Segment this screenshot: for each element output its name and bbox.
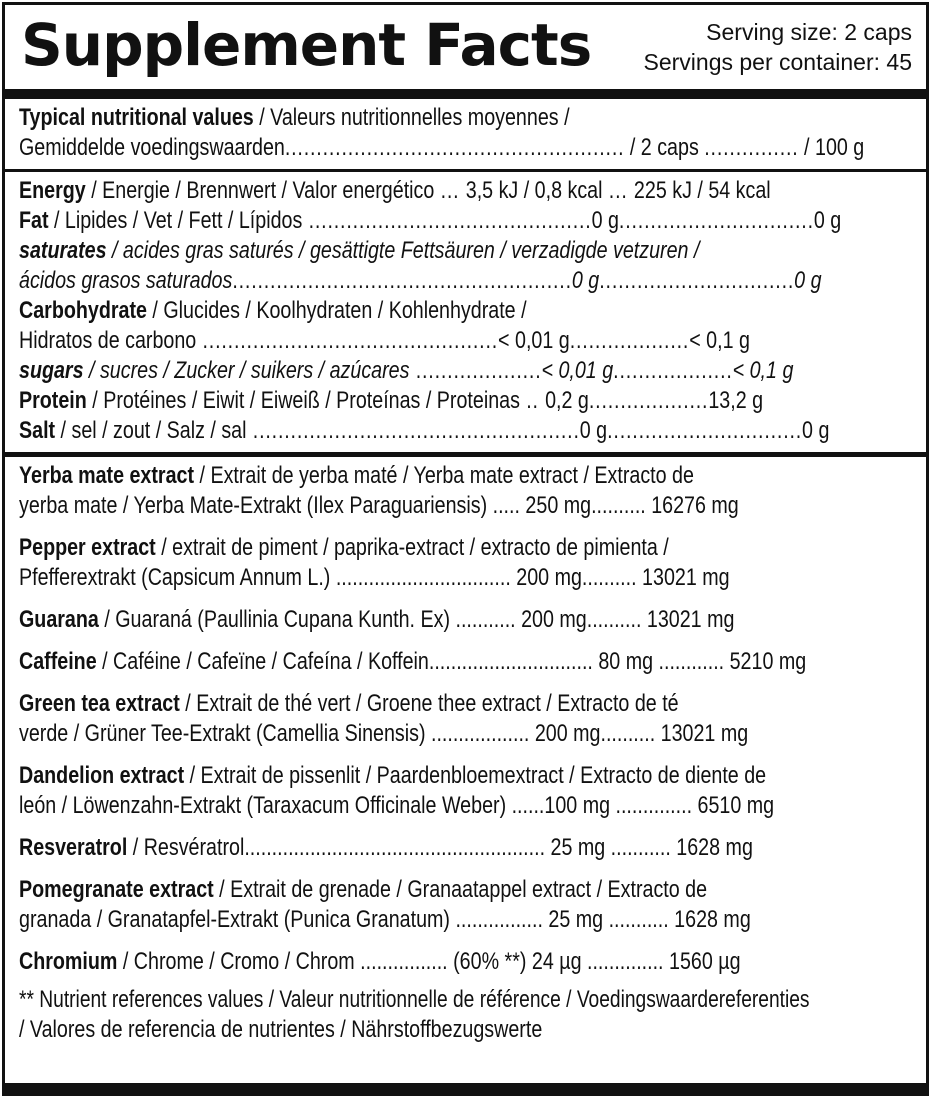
nutrient-translations: / Lipides / Vet / Fett / Lípidos	[48, 207, 303, 234]
footnote-line: / Valores de referencia de nutrientes / Nährstoffbezugswerte	[19, 1016, 543, 1043]
leader-dots: ...............................................	[196, 327, 499, 354]
ingredient-amounts: granada / Granatapfel-Extrakt (Punica Granatum) ................ 25 mg ........... 1628 mg	[19, 906, 751, 933]
ingredient-name: Resveratrol	[19, 834, 128, 861]
ingredient-name: Pomegranate extract	[19, 876, 214, 903]
page-title: Supplement Facts	[21, 11, 592, 79]
nutrient-translations: / sucres / Zucker / suikers / azúcares	[83, 357, 410, 384]
nutrient-row-sugars	[19, 356, 912, 386]
typical-heading: Typical nutritional values	[19, 104, 254, 131]
ingredient-name: Yerba mate extract	[19, 462, 195, 489]
ingredient-pomegranate	[19, 875, 912, 935]
leader-dots: ...	[434, 177, 466, 204]
ingredient-translations: / extrait de piment / paprika-extract / extracto de pimienta /	[155, 534, 669, 561]
leader-dots: ...................	[588, 387, 709, 414]
serving-size: Serving size: 2 caps	[706, 19, 912, 45]
leader-dots: ....................	[409, 357, 542, 384]
nutrient-name: Fat	[19, 207, 49, 234]
nutrient-row-energy	[19, 176, 912, 206]
servings-per-container: Servings per container: 45	[643, 49, 912, 75]
serving-info	[644, 17, 913, 77]
label-header	[5, 5, 926, 99]
ingredient-amounts: yerba mate / Yerba Mate-Extrakt (Ilex Paraguariensis) ..... 250 mg.......... 16276 mg	[19, 492, 739, 519]
nutrient-name: Salt	[19, 417, 56, 444]
ingredient-amounts: / Guaraná (Paullinia Cupana Kunth. Ex) ........... 200 mg.......... 13021 mg	[98, 606, 735, 633]
ingredient-dandelion	[19, 761, 912, 821]
nutrient-translations: / Energie / Brennwert / Valor energético	[85, 177, 435, 204]
ingredient-name: Dandelion extract	[19, 762, 185, 789]
leader-dots: ....................................................	[246, 417, 580, 444]
nutrient-name: sugars	[19, 357, 84, 384]
supplement-facts-label	[2, 2, 929, 1096]
value-per-serving: 0 g	[571, 267, 600, 294]
nutrient-row-saturates-cont	[19, 266, 912, 296]
nutrient-row-carbohydrate	[19, 296, 912, 326]
value-per-100g: 0 g	[794, 267, 822, 294]
ingredient-chromium	[19, 947, 912, 977]
ingredient-translations: / Extrait de thé vert / Groene thee extract / Extracto de té	[179, 690, 679, 717]
value-per-serving: 0,2 g	[545, 387, 589, 414]
value-per-100g: < 0,1 g	[732, 357, 794, 384]
leader-dots: ...............................	[607, 417, 803, 444]
nutrient-row-carbohydrate-cont	[19, 326, 912, 356]
ingredient-caffeine	[19, 647, 912, 677]
nutrition-section	[5, 172, 926, 457]
nutrient-name: Protein	[19, 387, 87, 414]
nutrient-row-fat	[19, 206, 912, 236]
leader-dots: ...................	[569, 327, 690, 354]
ingredient-amounts: / Caféine / Cafeïne / Cafeína / Koffein.............................. 80 mg ............ 5210 mg	[96, 648, 807, 675]
leader-dots: ......................................................	[232, 267, 572, 294]
ingredient-amounts: león / Löwenzahn-Extrakt (Taraxacum Officinale Weber) ......100 mg .............. 6510 mg	[19, 792, 775, 819]
ingredient-name: Green tea extract	[19, 690, 180, 717]
ingredient-yerba-mate	[19, 461, 912, 521]
value-per-100g: 225 kJ / 54 kcal	[633, 177, 771, 204]
nutrient-translations: ácidos grasos saturados	[19, 267, 233, 294]
bottom-border	[5, 1083, 926, 1093]
ingredient-pepper-extract	[19, 533, 912, 593]
ingredient-name: Pepper extract	[19, 534, 156, 561]
ingredient-amounts: / Resvératrol....................................................... 25 mg ........... 1628 mg	[127, 834, 753, 861]
value-per-100g: 0 g	[802, 417, 830, 444]
value-per-100g: 0 g	[813, 207, 842, 234]
value-per-serving: 3,5 kJ / 0,8 kcal	[465, 177, 603, 204]
value-per-serving: 0 g	[579, 417, 608, 444]
value-per-serving: < 0,01 g	[498, 327, 570, 354]
nutrient-name: Carbohydrate	[19, 297, 147, 324]
ingredient-translations: / Extrait de pissenlit / Paardenbloemextract / Extracto de diente de	[184, 762, 767, 789]
nutrient-row-saturates	[19, 236, 912, 266]
nutrient-row-salt	[19, 416, 912, 446]
ingredient-name: Guarana	[19, 606, 99, 633]
ingredient-translations: / Extrait de grenade / Granaatappel extract / Extracto de	[213, 876, 708, 903]
ingredients-section	[5, 457, 926, 1051]
typical-values-section	[5, 99, 926, 172]
leader-dots: ...	[602, 177, 634, 204]
leader-dots: ...............................	[599, 267, 795, 294]
ingredient-green-tea	[19, 689, 912, 749]
nutrient-translations: / Glucides / Koolhydraten / Kohlenhydrate /	[146, 297, 527, 324]
leader-dots: ...............................	[618, 207, 814, 234]
footnote-line: ** Nutrient references values / Valeur nutritionnelle de référence / Voedingswaardereferenties	[19, 986, 810, 1013]
ingredient-name: Chromium	[19, 948, 118, 975]
nutrient-name: Energy	[19, 177, 86, 204]
nutrient-row-protein	[19, 386, 912, 416]
value-per-serving: < 0,01 g	[541, 357, 614, 384]
nutrient-name: saturates	[19, 237, 107, 264]
column-header-per-100g: / 100 g	[798, 134, 865, 161]
nutrient-translations: Hidratos de carbono	[19, 327, 197, 354]
ingredient-name: Caffeine	[19, 648, 97, 675]
value-per-serving: 0 g	[591, 207, 619, 234]
ingredient-amounts: verde / Grüner Tee-Extrakt (Camellia Sinensis) .................. 200 mg.......... 13021 mg	[19, 720, 749, 747]
footnote	[19, 985, 912, 1045]
ingredient-translations: / Extrait de yerba maté / Yerba mate extract / Extracto de	[194, 462, 694, 489]
leader-dots: .............................................	[302, 207, 592, 234]
nutrient-translations: / acides gras saturés / gesättigte Fettsäuren / verzadigde vetzuren /	[106, 237, 700, 264]
typical-heading-rest: / Valeurs nutritionnelles moyennes /	[253, 104, 570, 131]
leader-dots: ...................	[613, 357, 733, 384]
nutrient-translations: / sel / zout / Salz / sal	[55, 417, 247, 444]
typical-subheading: Gemiddelde voedingswaarden	[19, 134, 285, 161]
nutrient-translations: / Protéines / Eiwit / Eiweiß / Proteínas / Proteinas	[86, 387, 520, 414]
ingredient-amounts: Pfefferextrakt (Capsicum Annum L.) ................................ 200 mg.......... 13021 mg	[19, 564, 730, 591]
value-per-100g: 13,2 g	[708, 387, 764, 414]
column-header-per-serving: / 2 caps	[624, 134, 705, 161]
leader-dots: ...............	[704, 134, 799, 161]
leader-dots: ..	[519, 387, 546, 414]
ingredient-resveratrol	[19, 833, 912, 863]
ingredient-guarana	[19, 605, 912, 635]
ingredient-amounts: / Chrome / Cromo / Chrom ................ (60% **) 24 µg .............. 1560 µg	[117, 948, 741, 975]
value-per-100g: < 0,1 g	[689, 327, 750, 354]
leader-dots: ......................................................	[284, 134, 625, 161]
